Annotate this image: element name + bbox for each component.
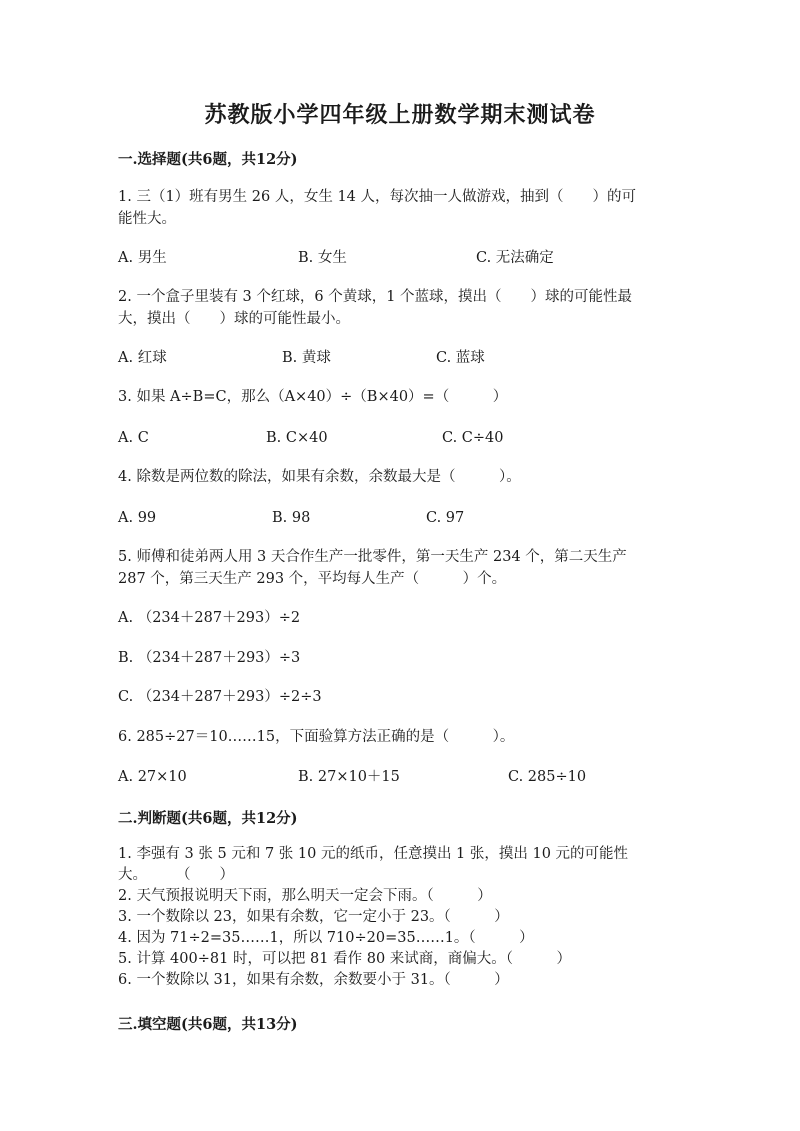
judgement-line: 5. 计算 400÷81 时，可以把 81 看作 80 来试商，商偏大。（ ） bbox=[118, 951, 572, 967]
question-text-line: 6. 285÷27＝10……15，下面验算方法正确的是（ ）。 bbox=[118, 729, 515, 745]
option-c: C. 97 bbox=[426, 510, 465, 526]
judgement-line: 6. 一个数除以 31，如果有余数，余数要小于 31。（ ） bbox=[118, 972, 509, 988]
question-text-line: 大，摸出（ ）球的可能性最小。 bbox=[118, 311, 350, 327]
option-a: A. 99 bbox=[118, 510, 157, 526]
question-6 bbox=[118, 726, 688, 748]
option-b: B. C×40 bbox=[266, 430, 328, 446]
option-b: B. 98 bbox=[272, 510, 311, 526]
question-3 bbox=[118, 386, 688, 408]
question-5 bbox=[118, 546, 688, 590]
question-2 bbox=[118, 286, 688, 330]
option-b: B. 黄球 bbox=[282, 350, 331, 366]
option-c: C. 蓝球 bbox=[436, 350, 485, 366]
option-a: A. 男生 bbox=[118, 250, 167, 266]
option-a: A. C bbox=[118, 430, 149, 446]
question-text-line: 1. 三（1）班有男生 26 人，女生 14 人，每次抽一人做游戏，抽到（ ）的可 bbox=[118, 189, 637, 205]
question-text-line: 5. 师傅和徒弟两人用 3 天合作生产一批零件，第一天生产 234 个，第二天生产 bbox=[118, 549, 627, 565]
question-4 bbox=[118, 466, 688, 488]
section-heading-fill-in: 三.填空题(共6题，共13分) bbox=[118, 1016, 298, 1033]
option-c: C. 285÷10 bbox=[508, 769, 587, 785]
page-title: 苏教版小学四年级上册数学期末测试卷 bbox=[204, 102, 596, 128]
judgement-line: 3. 一个数除以 23，如果有余数，它一定小于 23。（ ） bbox=[118, 909, 509, 925]
judgement-line: 4. 因为 71÷2=35……1，所以 710÷20=35……1。（ ） bbox=[118, 930, 534, 946]
option-c: C. C÷40 bbox=[442, 430, 504, 446]
section-heading-judgement: 二.判断题(共6题，共12分) bbox=[118, 810, 298, 827]
question-text-line: 2. 一个盒子里装有 3 个红球，6 个黄球，1 个蓝球，摸出（ ）球的可能性最 bbox=[118, 289, 633, 305]
question-1 bbox=[118, 186, 688, 230]
question-text-line: 287 个，第三天生产 293 个，平均每人生产（ ）个。 bbox=[118, 571, 507, 587]
judgement-line: 1. 李强有 3 张 5 元和 7 张 10 元的纸币，任意摸出 1 张，摸出 10 元的可能性 bbox=[118, 846, 629, 862]
question-text-line: 4. 除数是两位数的除法，如果有余数，余数最大是（ ）。 bbox=[118, 469, 521, 485]
option-c: C. 无法确定 bbox=[476, 250, 554, 266]
option-b: B. （234＋287＋293）÷3 bbox=[118, 650, 301, 666]
option-b: B. 27×10＋15 bbox=[298, 769, 400, 785]
option-a: A. 27×10 bbox=[118, 769, 187, 785]
section-heading-choice: 一.选择题(共6题，共12分) bbox=[118, 151, 298, 168]
judgement-line: 2. 天气预报说明天下雨，那么明天一定会下雨。（ ） bbox=[118, 888, 492, 904]
judgement-list bbox=[118, 844, 688, 991]
option-a: A. （234＋287＋293）÷2 bbox=[118, 610, 301, 626]
option-a: A. 红球 bbox=[118, 350, 167, 366]
option-b: B. 女生 bbox=[298, 250, 347, 266]
question-text-line: 能性大。 bbox=[118, 211, 176, 227]
question-text-line: 3. 如果 A÷B=C，那么（A×40）÷（B×40）=（ ） bbox=[118, 389, 508, 405]
option-c: C. （234＋287＋293）÷2÷3 bbox=[118, 689, 322, 705]
judgement-line: 大。 （ ） bbox=[118, 867, 234, 883]
